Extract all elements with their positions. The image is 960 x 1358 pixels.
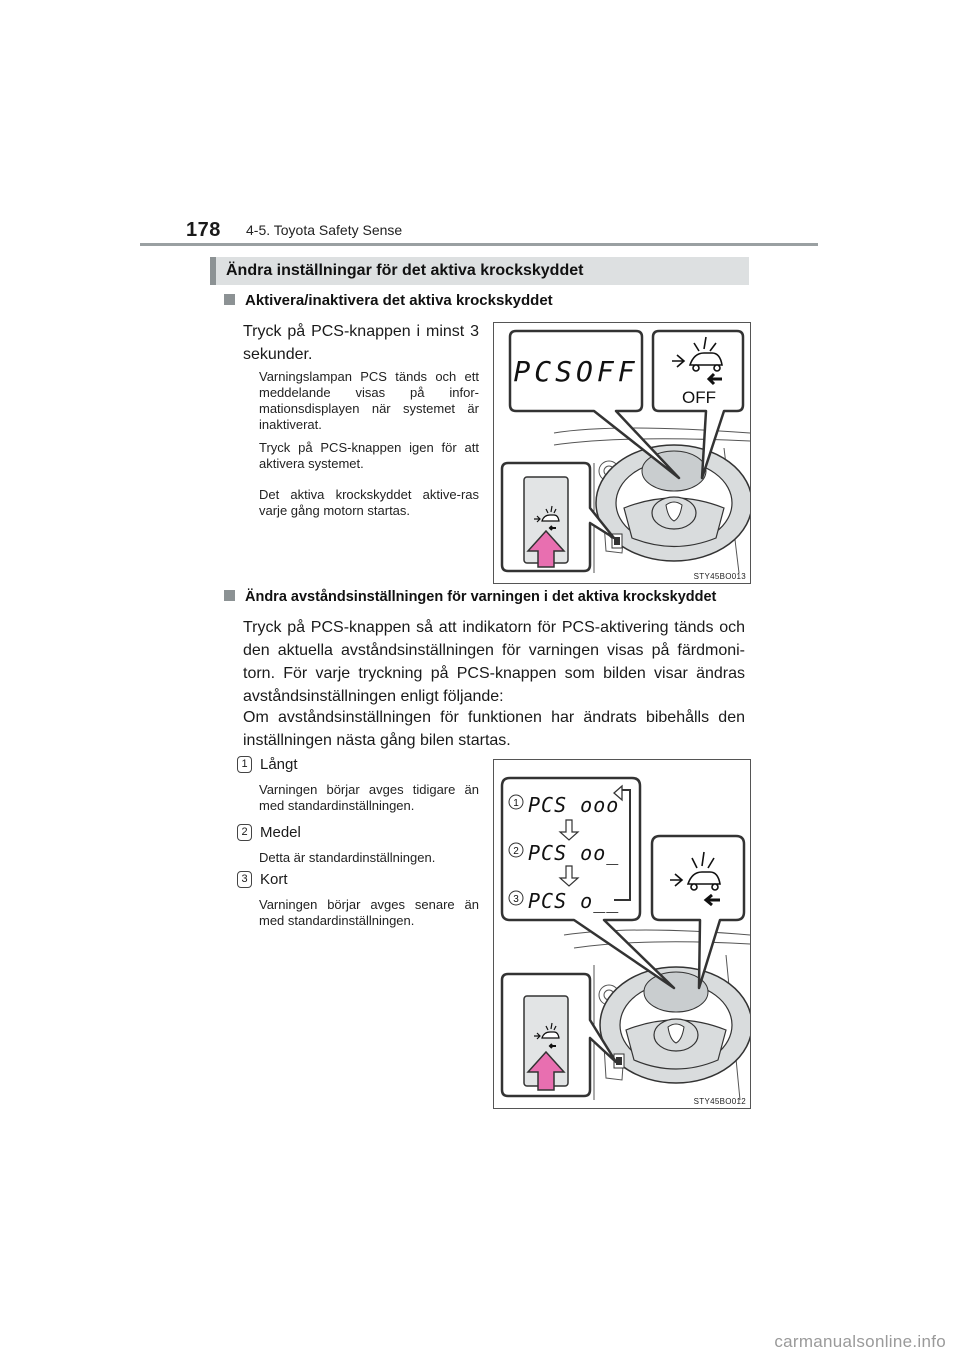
step-1 [237,756,479,814]
section-bar-marker [210,257,216,285]
step-label: Långt [260,756,298,773]
step-description: Varningen börjar avges tidigare än med standardinställningen. [259,782,479,813]
subheading-distance [224,589,764,605]
square-bullet-icon [224,590,235,601]
svg-text:3: 3 [513,894,519,905]
figure-pcs-off [493,322,751,584]
figure-code: STY45BO013 [693,572,746,581]
step-2 [237,824,479,866]
note-2: Tryck på PCS-knappen igen för att aktivera systemet. [259,440,479,471]
section-heading-bar [210,257,749,285]
note-1: Varningslampan PCS tänds och ett meddelande visas på infor-mationsdisplayen när systemet är inaktiverat. [259,369,479,432]
instruction-text: Tryck på PCS-knappen i minst 3 sekunder. [243,323,479,363]
subheading-distance-text: Ändra avståndsinställningen för varningen i det aktiva krockskyddet [245,589,717,605]
paragraph-2: Om avståndsinställningen för funktionen har ändrats bibehålls den inställningen nästa gång bilen startas. [243,709,745,749]
svg-text:1: 1 [513,798,519,809]
step-description: Detta är standardinställningen. [259,850,436,865]
svg-text:PCS o__: PCS o__ [528,889,620,913]
svg-text:PCS oo_: PCS oo_ [528,841,620,865]
subheading-activate [224,292,764,309]
step-description: Varningen börjar avges senare än med standardinställningen. [259,897,479,928]
subheading-activate-text: Aktivera/inaktivera det aktiva krockskyddet [245,292,553,309]
pcs-off-display: PCSOFF [513,355,639,388]
svg-text:2: 2 [513,846,519,857]
paragraph-1: Tryck på PCS-knappen så att indikatorn för PCS-aktivering tänds och den aktuella avståndsinställningen för varningen visas på färdmoni-torn. För varje tryckning på PCS-knappen som bilden visar ändras avståndsinställningen enligt följande: [243,619,745,705]
note-3: Det aktiva krockskyddet aktive-ras varje gång motorn startas. [259,487,479,518]
svg-text:PCS ooo: PCS ooo [528,793,620,817]
step-number: 2 [237,824,252,841]
watermark: carmanualsonline.info [774,1332,946,1351]
chapter-title: 4-5. Toyota Safety Sense [246,222,403,238]
figure-distance-setting [493,759,751,1109]
page-number: 178 [186,219,221,241]
section-title: Ändra inställningar för det aktiva krockskyddet [226,262,584,279]
step-3 [237,871,479,929]
figure-code: STY45BO012 [693,1097,746,1106]
step-number: 3 [237,871,252,888]
step-label: Medel [260,824,301,841]
square-bullet-icon [224,294,235,305]
figure-distance-drawing [494,760,750,1108]
figure-pcs-off-drawing [494,323,750,583]
step-label: Kort [260,871,288,888]
header-divider [140,243,818,246]
off-indicator-text: OFF [682,388,716,407]
step-number: 1 [237,756,252,773]
